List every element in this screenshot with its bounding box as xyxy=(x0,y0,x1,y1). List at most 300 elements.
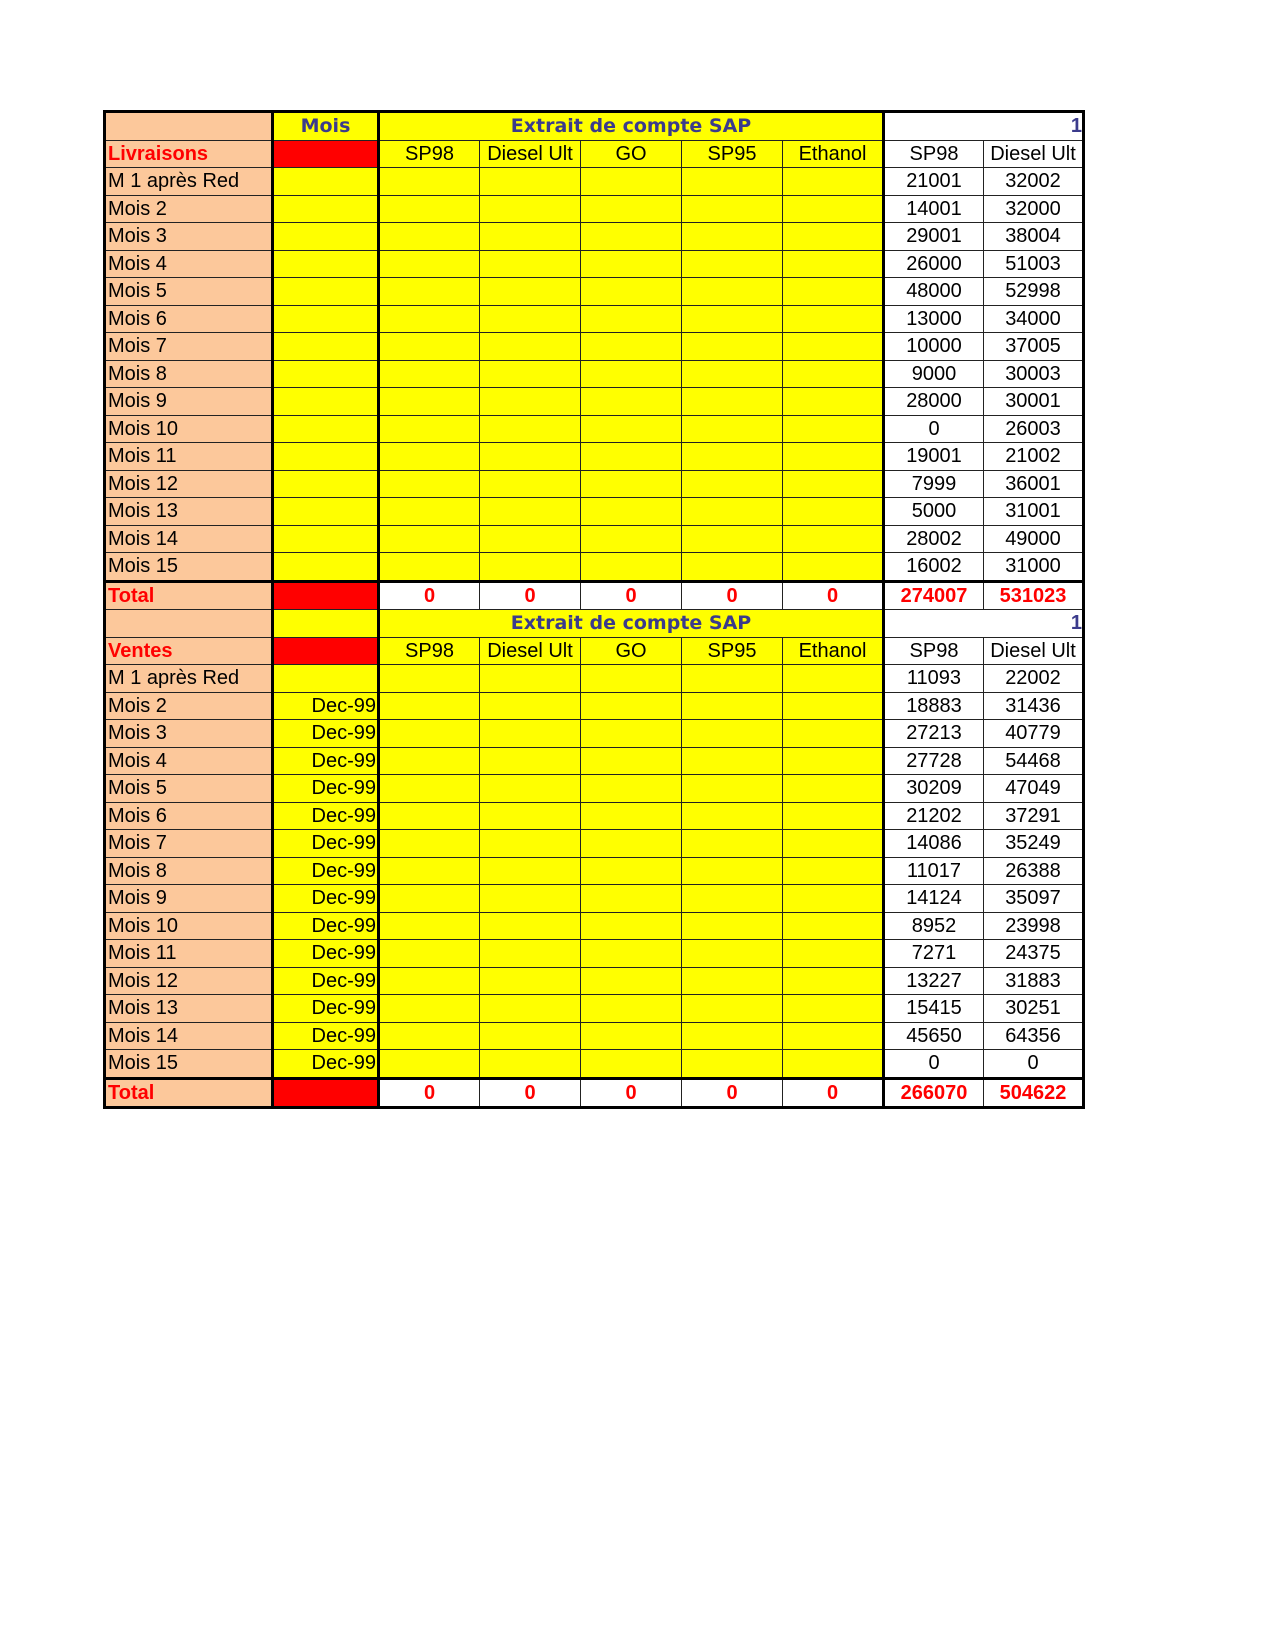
sap-input-cell[interactable] xyxy=(379,168,480,196)
diesel-value-cell[interactable]: 30001 xyxy=(984,388,1084,416)
sap-input-cell[interactable] xyxy=(581,415,682,443)
sap-input-cell[interactable] xyxy=(581,692,682,720)
mois-value-cell[interactable]: Dec-99 xyxy=(273,775,379,803)
sap-input-cell[interactable] xyxy=(682,885,783,913)
diesel-value-cell[interactable]: 47049 xyxy=(984,775,1084,803)
sap-input-cell[interactable] xyxy=(480,665,581,693)
sap-input-cell[interactable] xyxy=(379,278,480,306)
sap-input-cell[interactable] xyxy=(581,967,682,995)
sap-input-cell[interactable] xyxy=(783,912,884,940)
sap-input-cell[interactable] xyxy=(682,553,783,582)
sap-input-cell[interactable] xyxy=(682,333,783,361)
diesel-value-cell[interactable]: 36001 xyxy=(984,470,1084,498)
sap-input-cell[interactable] xyxy=(379,967,480,995)
sp98-value-cell[interactable]: 7999 xyxy=(884,470,984,498)
sp98-value-cell[interactable]: 45650 xyxy=(884,1022,984,1050)
sap-input-cell[interactable] xyxy=(379,388,480,416)
sap-input-cell[interactable] xyxy=(379,802,480,830)
sap-input-cell[interactable] xyxy=(682,360,783,388)
sap-input-cell[interactable] xyxy=(581,195,682,223)
mois-value-cell[interactable] xyxy=(273,360,379,388)
sp98-value-cell[interactable]: 11093 xyxy=(884,665,984,693)
row-label: Mois 15 xyxy=(105,553,273,582)
sap-input-cell[interactable] xyxy=(379,333,480,361)
sap-input-cell[interactable] xyxy=(783,305,884,333)
sap-input-cell[interactable] xyxy=(581,470,682,498)
sap-input-cell[interactable] xyxy=(379,360,480,388)
table-row xyxy=(105,415,1084,443)
sap-input-cell[interactable] xyxy=(682,802,783,830)
mois-value-cell[interactable]: Dec-99 xyxy=(273,995,379,1023)
sap-input-cell[interactable] xyxy=(379,747,480,775)
mois-value-cell[interactable]: Dec-99 xyxy=(273,967,379,995)
sap-input-cell[interactable] xyxy=(581,1050,682,1079)
sap-input-cell[interactable] xyxy=(480,692,581,720)
sap-input-cell[interactable] xyxy=(581,223,682,251)
sap-input-cell[interactable] xyxy=(480,195,581,223)
mois-value-cell[interactable] xyxy=(273,168,379,196)
sap-input-cell[interactable] xyxy=(682,388,783,416)
diesel-value-cell[interactable]: 52998 xyxy=(984,278,1084,306)
sap-input-cell[interactable] xyxy=(480,912,581,940)
row-label: Mois 3 xyxy=(105,223,273,251)
ventes-ext-header-num: 1 xyxy=(884,610,1084,638)
sap-input-cell[interactable] xyxy=(783,498,884,526)
sp98-value-cell[interactable]: 14124 xyxy=(884,885,984,913)
diesel-value-cell[interactable]: 31436 xyxy=(984,692,1084,720)
sap-input-cell[interactable] xyxy=(682,525,783,553)
livraisons-total-row xyxy=(105,581,1084,610)
livraisons-total-mois-flag xyxy=(273,581,379,610)
ventes-product-header-row xyxy=(105,637,1084,665)
sap-input-cell[interactable] xyxy=(480,802,581,830)
ventes-sap-header: Extrait de compte SAP xyxy=(379,610,884,638)
livraisons-total-sap-value: 0 xyxy=(480,581,581,610)
sap-input-cell[interactable] xyxy=(581,168,682,196)
sp98-value-cell[interactable]: 5000 xyxy=(884,498,984,526)
row-label: Mois 15 xyxy=(105,1050,273,1079)
row-label: Mois 12 xyxy=(105,967,273,995)
row-label: Mois 14 xyxy=(105,1022,273,1050)
sp98-value-cell[interactable]: 27728 xyxy=(884,747,984,775)
diesel-value-cell[interactable]: 32002 xyxy=(984,168,1084,196)
sap-input-cell[interactable] xyxy=(480,360,581,388)
sap-input-cell[interactable] xyxy=(379,525,480,553)
sap-input-cell[interactable] xyxy=(682,498,783,526)
table-row xyxy=(105,995,1084,1023)
diesel-value-cell[interactable]: 35097 xyxy=(984,885,1084,913)
sap-input-cell[interactable] xyxy=(379,830,480,858)
sap-input-cell[interactable] xyxy=(581,830,682,858)
sap-input-cell[interactable] xyxy=(581,885,682,913)
sap-input-cell[interactable] xyxy=(682,443,783,471)
sap-input-cell[interactable] xyxy=(783,168,884,196)
sap-input-cell[interactable] xyxy=(480,168,581,196)
mois-value-cell[interactable]: Dec-99 xyxy=(273,747,379,775)
table-row xyxy=(105,168,1084,196)
sap-input-cell[interactable] xyxy=(682,415,783,443)
sap-input-cell[interactable] xyxy=(682,1022,783,1050)
sap-input-cell[interactable] xyxy=(783,747,884,775)
sap-input-cell[interactable] xyxy=(480,333,581,361)
sp98-value-cell[interactable]: 18883 xyxy=(884,692,984,720)
sp98-value-cell[interactable]: 28000 xyxy=(884,388,984,416)
sap-input-cell[interactable] xyxy=(480,470,581,498)
table-row xyxy=(105,692,1084,720)
sap-input-cell[interactable] xyxy=(581,333,682,361)
sap-input-cell[interactable] xyxy=(480,388,581,416)
sp98-value-cell[interactable]: 16002 xyxy=(884,553,984,582)
sap-input-cell[interactable] xyxy=(581,1022,682,1050)
sap-input-cell[interactable] xyxy=(480,1022,581,1050)
mois-value-cell[interactable] xyxy=(273,250,379,278)
sap-input-cell[interactable] xyxy=(783,830,884,858)
ventes-mois-flag xyxy=(273,637,379,665)
ventes-total-mois-flag xyxy=(273,1078,379,1108)
diesel-value-cell[interactable]: 37291 xyxy=(984,802,1084,830)
sap-input-cell[interactable] xyxy=(480,305,581,333)
table-row xyxy=(105,278,1084,306)
sp98-value-cell[interactable]: 19001 xyxy=(884,443,984,471)
sap-input-cell[interactable] xyxy=(783,223,884,251)
sap-input-cell[interactable] xyxy=(682,168,783,196)
sap-input-cell[interactable] xyxy=(682,250,783,278)
row-label: Mois 13 xyxy=(105,995,273,1023)
sap-input-cell[interactable] xyxy=(480,857,581,885)
ventes-corner-cell xyxy=(105,610,273,638)
sap-input-cell[interactable] xyxy=(480,250,581,278)
table-row xyxy=(105,333,1084,361)
livraisons-ext-header: Diesel Ult xyxy=(984,140,1084,168)
sap-input-cell[interactable] xyxy=(682,940,783,968)
diesel-value-cell[interactable]: 30251 xyxy=(984,995,1084,1023)
mois-value-cell[interactable]: Dec-99 xyxy=(273,830,379,858)
sap-input-cell[interactable] xyxy=(581,553,682,582)
diesel-value-cell[interactable]: 22002 xyxy=(984,665,1084,693)
sap-input-cell[interactable] xyxy=(581,940,682,968)
livraisons-product-header-row xyxy=(105,140,1084,168)
mois-value-cell[interactable]: Dec-99 xyxy=(273,940,379,968)
sap-input-cell[interactable] xyxy=(379,223,480,251)
sap-input-cell[interactable] xyxy=(379,305,480,333)
diesel-value-cell[interactable]: 31883 xyxy=(984,967,1084,995)
mois-value-cell[interactable] xyxy=(273,553,379,582)
sap-input-cell[interactable] xyxy=(581,360,682,388)
ventes-total-sp98: 266070 xyxy=(884,1078,984,1108)
sp98-value-cell[interactable]: 0 xyxy=(884,415,984,443)
livraisons-product-header: SP95 xyxy=(682,140,783,168)
sap-input-cell[interactable] xyxy=(480,747,581,775)
sap-input-cell[interactable] xyxy=(682,967,783,995)
sp98-value-cell[interactable]: 27213 xyxy=(884,720,984,748)
mois-value-cell[interactable]: Dec-99 xyxy=(273,802,379,830)
sap-input-cell[interactable] xyxy=(783,415,884,443)
table-row xyxy=(105,747,1084,775)
sp98-value-cell[interactable]: 14086 xyxy=(884,830,984,858)
sap-input-cell[interactable] xyxy=(480,525,581,553)
sap-input-cell[interactable] xyxy=(682,1050,783,1079)
sp98-value-cell[interactable]: 13227 xyxy=(884,967,984,995)
diesel-value-cell[interactable]: 26003 xyxy=(984,415,1084,443)
sap-input-cell[interactable] xyxy=(480,720,581,748)
diesel-value-cell[interactable]: 30003 xyxy=(984,360,1084,388)
diesel-value-cell[interactable]: 38004 xyxy=(984,223,1084,251)
mois-value-cell[interactable] xyxy=(273,388,379,416)
diesel-value-cell[interactable]: 23998 xyxy=(984,912,1084,940)
sap-input-cell[interactable] xyxy=(581,278,682,306)
sap-input-cell[interactable] xyxy=(480,775,581,803)
mois-value-cell[interactable]: Dec-99 xyxy=(273,885,379,913)
sap-input-cell[interactable] xyxy=(379,415,480,443)
sap-input-cell[interactable] xyxy=(581,525,682,553)
sap-input-cell[interactable] xyxy=(480,1050,581,1079)
livraisons-header-row xyxy=(105,112,1084,141)
sap-input-cell[interactable] xyxy=(783,885,884,913)
sp98-value-cell[interactable]: 14001 xyxy=(884,195,984,223)
sap-input-cell[interactable] xyxy=(783,195,884,223)
mois-value-cell[interactable]: Dec-99 xyxy=(273,1050,379,1079)
sp98-value-cell[interactable]: 21001 xyxy=(884,168,984,196)
sap-input-cell[interactable] xyxy=(682,665,783,693)
sp98-value-cell[interactable]: 9000 xyxy=(884,360,984,388)
sap-input-cell[interactable] xyxy=(379,250,480,278)
sap-input-cell[interactable] xyxy=(581,250,682,278)
sap-input-cell[interactable] xyxy=(783,553,884,582)
sap-input-cell[interactable] xyxy=(379,692,480,720)
livraisons-product-header: SP98 xyxy=(379,140,480,168)
spreadsheet-table xyxy=(103,110,1085,1109)
sp98-value-cell[interactable]: 11017 xyxy=(884,857,984,885)
sap-input-cell[interactable] xyxy=(783,995,884,1023)
diesel-value-cell[interactable]: 26388 xyxy=(984,857,1084,885)
sap-input-cell[interactable] xyxy=(379,885,480,913)
sp98-value-cell[interactable]: 7271 xyxy=(884,940,984,968)
sap-input-cell[interactable] xyxy=(783,250,884,278)
ventes-product-header: Ethanol xyxy=(783,637,884,665)
ventes-header-row xyxy=(105,610,1084,638)
row-label: Mois 3 xyxy=(105,720,273,748)
sap-input-cell[interactable] xyxy=(480,830,581,858)
ventes-product-header: SP95 xyxy=(682,637,783,665)
sap-input-cell[interactable] xyxy=(379,857,480,885)
sap-input-cell[interactable] xyxy=(581,747,682,775)
sp98-value-cell[interactable]: 13000 xyxy=(884,305,984,333)
table-row xyxy=(105,720,1084,748)
diesel-value-cell[interactable]: 37005 xyxy=(984,333,1084,361)
sap-input-cell[interactable] xyxy=(480,498,581,526)
sap-input-cell[interactable] xyxy=(480,223,581,251)
sap-input-cell[interactable] xyxy=(581,995,682,1023)
sap-input-cell[interactable] xyxy=(480,443,581,471)
sap-input-cell[interactable] xyxy=(682,470,783,498)
mois-value-cell[interactable] xyxy=(273,665,379,693)
sp98-value-cell[interactable]: 0 xyxy=(884,1050,984,1079)
sap-input-cell[interactable] xyxy=(783,1050,884,1079)
diesel-value-cell[interactable]: 34000 xyxy=(984,305,1084,333)
sap-input-cell[interactable] xyxy=(783,388,884,416)
table-row xyxy=(105,305,1084,333)
row-label: Mois 12 xyxy=(105,470,273,498)
sap-input-cell[interactable] xyxy=(682,830,783,858)
sap-input-cell[interactable] xyxy=(581,775,682,803)
diesel-value-cell[interactable]: 64356 xyxy=(984,1022,1084,1050)
row-label: Mois 6 xyxy=(105,305,273,333)
mois-value-cell[interactable] xyxy=(273,525,379,553)
sap-input-cell[interactable] xyxy=(379,665,480,693)
sap-input-cell[interactable] xyxy=(682,692,783,720)
livraisons-ext-header: SP98 xyxy=(884,140,984,168)
sap-input-cell[interactable] xyxy=(783,940,884,968)
sap-input-cell[interactable] xyxy=(581,720,682,748)
sap-input-cell[interactable] xyxy=(783,333,884,361)
livraisons-total-diesel: 531023 xyxy=(984,581,1084,610)
row-label: M 1 après Red xyxy=(105,665,273,693)
sap-input-cell[interactable] xyxy=(682,305,783,333)
livraisons-mois-flag xyxy=(273,140,379,168)
sap-input-cell[interactable] xyxy=(783,525,884,553)
table-row xyxy=(105,885,1084,913)
mois-value-cell[interactable] xyxy=(273,470,379,498)
table-row xyxy=(105,940,1084,968)
sap-input-cell[interactable] xyxy=(581,305,682,333)
mois-value-cell[interactable] xyxy=(273,415,379,443)
mois-value-cell[interactable] xyxy=(273,278,379,306)
table-row xyxy=(105,498,1084,526)
sap-input-cell[interactable] xyxy=(783,665,884,693)
sap-input-cell[interactable] xyxy=(783,443,884,471)
sap-input-cell[interactable] xyxy=(682,720,783,748)
sap-input-cell[interactable] xyxy=(783,278,884,306)
row-label: Mois 4 xyxy=(105,250,273,278)
sap-input-cell[interactable] xyxy=(379,1022,480,1050)
sap-input-cell[interactable] xyxy=(783,857,884,885)
sap-input-cell[interactable] xyxy=(379,912,480,940)
sp98-value-cell[interactable]: 8952 xyxy=(884,912,984,940)
sp98-value-cell[interactable]: 10000 xyxy=(884,333,984,361)
mois-value-cell[interactable]: Dec-99 xyxy=(273,912,379,940)
sp98-value-cell[interactable]: 30209 xyxy=(884,775,984,803)
sap-input-cell[interactable] xyxy=(581,912,682,940)
mois-value-cell[interactable] xyxy=(273,498,379,526)
diesel-value-cell[interactable]: 31000 xyxy=(984,553,1084,582)
livraisons-product-header: Diesel Ult xyxy=(480,140,581,168)
sap-input-cell[interactable] xyxy=(783,802,884,830)
sap-input-cell[interactable] xyxy=(480,553,581,582)
sap-input-cell[interactable] xyxy=(581,857,682,885)
row-label: Mois 2 xyxy=(105,692,273,720)
diesel-value-cell[interactable]: 32000 xyxy=(984,195,1084,223)
row-label: Mois 10 xyxy=(105,415,273,443)
diesel-value-cell[interactable]: 35249 xyxy=(984,830,1084,858)
sp98-value-cell[interactable]: 48000 xyxy=(884,278,984,306)
sap-input-cell[interactable] xyxy=(480,940,581,968)
sap-input-cell[interactable] xyxy=(783,692,884,720)
mois-value-cell[interactable]: Dec-99 xyxy=(273,857,379,885)
table-row xyxy=(105,912,1084,940)
ventes-total-diesel: 504622 xyxy=(984,1078,1084,1108)
sap-input-cell[interactable] xyxy=(682,278,783,306)
sp98-value-cell[interactable]: 29001 xyxy=(884,223,984,251)
diesel-value-cell[interactable]: 40779 xyxy=(984,720,1084,748)
diesel-value-cell[interactable]: 24375 xyxy=(984,940,1084,968)
sap-input-cell[interactable] xyxy=(682,912,783,940)
ventes-ext-header: SP98 xyxy=(884,637,984,665)
sap-input-cell[interactable] xyxy=(783,360,884,388)
sap-input-cell[interactable] xyxy=(682,995,783,1023)
diesel-value-cell[interactable]: 0 xyxy=(984,1050,1084,1079)
sap-input-cell[interactable] xyxy=(682,747,783,775)
mois-value-cell[interactable] xyxy=(273,305,379,333)
mois-value-cell[interactable] xyxy=(273,443,379,471)
mois-value-cell[interactable]: Dec-99 xyxy=(273,720,379,748)
sap-input-cell[interactable] xyxy=(379,995,480,1023)
sap-input-cell[interactable] xyxy=(379,720,480,748)
mois-value-cell[interactable] xyxy=(273,195,379,223)
sap-input-cell[interactable] xyxy=(480,967,581,995)
sap-input-cell[interactable] xyxy=(581,388,682,416)
sap-input-cell[interactable] xyxy=(480,885,581,913)
sap-input-cell[interactable] xyxy=(783,470,884,498)
sap-input-cell[interactable] xyxy=(379,498,480,526)
sap-input-cell[interactable] xyxy=(379,940,480,968)
mois-value-cell[interactable]: Dec-99 xyxy=(273,1022,379,1050)
mois-value-cell[interactable]: Dec-99 xyxy=(273,692,379,720)
diesel-value-cell[interactable]: 21002 xyxy=(984,443,1084,471)
mois-value-cell[interactable] xyxy=(273,223,379,251)
sap-input-cell[interactable] xyxy=(783,967,884,995)
sap-input-cell[interactable] xyxy=(480,995,581,1023)
sap-input-cell[interactable] xyxy=(581,443,682,471)
sap-input-cell[interactable] xyxy=(480,415,581,443)
ventes-mois-header xyxy=(273,610,379,638)
table-row xyxy=(105,360,1084,388)
diesel-value-cell[interactable]: 51003 xyxy=(984,250,1084,278)
sap-input-cell[interactable] xyxy=(379,553,480,582)
sap-input-cell[interactable] xyxy=(379,1050,480,1079)
sp98-value-cell[interactable]: 26000 xyxy=(884,250,984,278)
sap-input-cell[interactable] xyxy=(682,775,783,803)
sp98-value-cell[interactable]: 28002 xyxy=(884,525,984,553)
sap-input-cell[interactable] xyxy=(379,775,480,803)
sap-input-cell[interactable] xyxy=(682,195,783,223)
ventes-total-row xyxy=(105,1078,1084,1108)
diesel-value-cell[interactable]: 49000 xyxy=(984,525,1084,553)
livraisons-corner-cell xyxy=(105,112,273,141)
sap-input-cell[interactable] xyxy=(379,195,480,223)
sap-input-cell[interactable] xyxy=(379,443,480,471)
sap-input-cell[interactable] xyxy=(581,665,682,693)
sap-input-cell[interactable] xyxy=(581,498,682,526)
row-label: Mois 11 xyxy=(105,940,273,968)
diesel-value-cell[interactable]: 54468 xyxy=(984,747,1084,775)
sap-input-cell[interactable] xyxy=(581,802,682,830)
sap-input-cell[interactable] xyxy=(783,775,884,803)
ventes-total-sap-value: 0 xyxy=(783,1078,884,1108)
diesel-value-cell[interactable]: 31001 xyxy=(984,498,1084,526)
sap-input-cell[interactable] xyxy=(682,223,783,251)
ventes-ext-header: Diesel Ult xyxy=(984,637,1084,665)
row-label: Mois 10 xyxy=(105,912,273,940)
sap-input-cell[interactable] xyxy=(682,857,783,885)
table-row xyxy=(105,1022,1084,1050)
sap-input-cell[interactable] xyxy=(379,470,480,498)
sp98-value-cell[interactable]: 21202 xyxy=(884,802,984,830)
sap-input-cell[interactable] xyxy=(783,1022,884,1050)
mois-value-cell[interactable] xyxy=(273,333,379,361)
sp98-value-cell[interactable]: 15415 xyxy=(884,995,984,1023)
sap-input-cell[interactable] xyxy=(480,278,581,306)
sap-input-cell[interactable] xyxy=(783,720,884,748)
